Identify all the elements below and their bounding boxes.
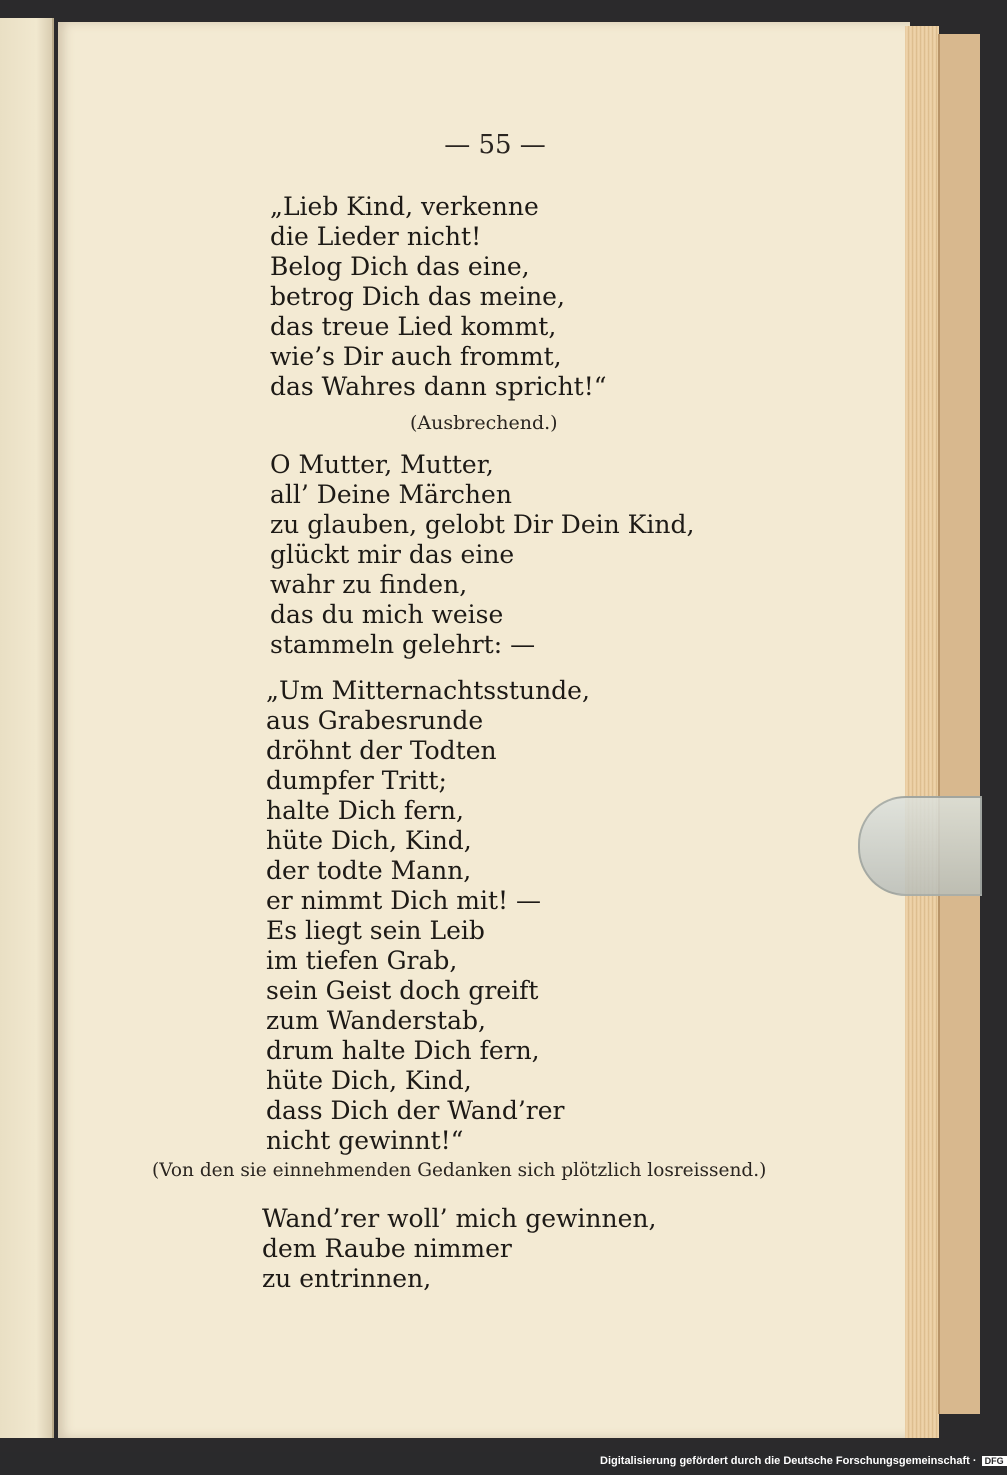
verse-line: der todte Mann, <box>266 856 472 885</box>
verse-line: hüte Dich, Kind, <box>266 1066 472 1095</box>
dfg-logo: DFG <box>982 1456 1007 1466</box>
book-cover-edge <box>938 34 980 1414</box>
verse-line: hüte Dich, Kind, <box>266 826 472 855</box>
verse-line: die Lieder nicht! <box>270 222 482 251</box>
verse-line: wahr zu finden, <box>270 570 468 599</box>
verse-line: zu glauben, gelobt Dir Dein Kind, <box>270 510 695 539</box>
verse-line: zu entrinnen, <box>262 1264 432 1293</box>
stanza-4 <box>262 1204 656 1294</box>
stanza-2 <box>270 450 694 660</box>
verse-line: nicht gewinnt!“ <box>266 1126 464 1155</box>
verse-line: dumpfer Tritt; <box>266 766 447 795</box>
verse-line: dass Dich der Wand’rer <box>266 1096 565 1125</box>
verse-line: aus Grabesrunde <box>266 706 484 735</box>
page-number: — 55 — <box>444 130 546 160</box>
verse-line: dröhnt der Todten <box>266 736 497 765</box>
verse-line: wie’s Dir auch frommt, <box>270 342 562 371</box>
verse-line: „Lieb Kind, verkenne <box>270 192 539 221</box>
verse-line: Es liegt sein Leib <box>266 916 485 945</box>
verse-line: er nimmt Dich mit! — <box>266 886 542 915</box>
verse-line: „Um Mitternachtsstunde, <box>266 676 590 705</box>
digitization-credit <box>600 1455 1007 1467</box>
page-clip <box>858 796 982 896</box>
verse-line: glückt mir das eine <box>270 540 515 569</box>
verse-line: O Mutter, Mutter, <box>270 450 494 479</box>
verse-line: stammeln gelehrt: — <box>270 630 536 659</box>
verse-line: im tiefen Grab, <box>266 946 458 975</box>
stage-direction: (Ausbrechend.) <box>410 412 558 434</box>
previous-page-edge <box>0 18 54 1438</box>
stage-direction: (Von den sie einnehmenden Gedanken sich plötzlich losreissend.) <box>152 1160 767 1181</box>
verse-line: sein Geist doch greift <box>266 976 539 1005</box>
verse-line: betrog Dich das meine, <box>270 282 565 311</box>
verse-line: all’ Deine Märchen <box>270 480 512 509</box>
page-block-edges <box>905 26 939 1438</box>
credit-text: Digitalisierung gefördert durch die Deutsche Forschungsgemeinschaft · <box>600 1455 977 1467</box>
verse-line: zum Wanderstab, <box>266 1006 486 1035</box>
verse-line: das treue Lied kommt, <box>270 312 557 341</box>
verse-line: dem Raube nimmer <box>262 1234 512 1263</box>
verse-line: das du mich weise <box>270 600 504 629</box>
verse-line: halte Dich fern, <box>266 796 464 825</box>
verse-line: Wand’rer woll’ mich gewinnen, <box>262 1204 657 1233</box>
stanza-3 <box>266 676 590 1156</box>
verse-line: das Wahres dann spricht!“ <box>270 372 607 401</box>
verse-line: drum halte Dich fern, <box>266 1036 540 1065</box>
verse-line: Belog Dich das eine, <box>270 252 530 281</box>
stanza-1 <box>270 192 607 402</box>
